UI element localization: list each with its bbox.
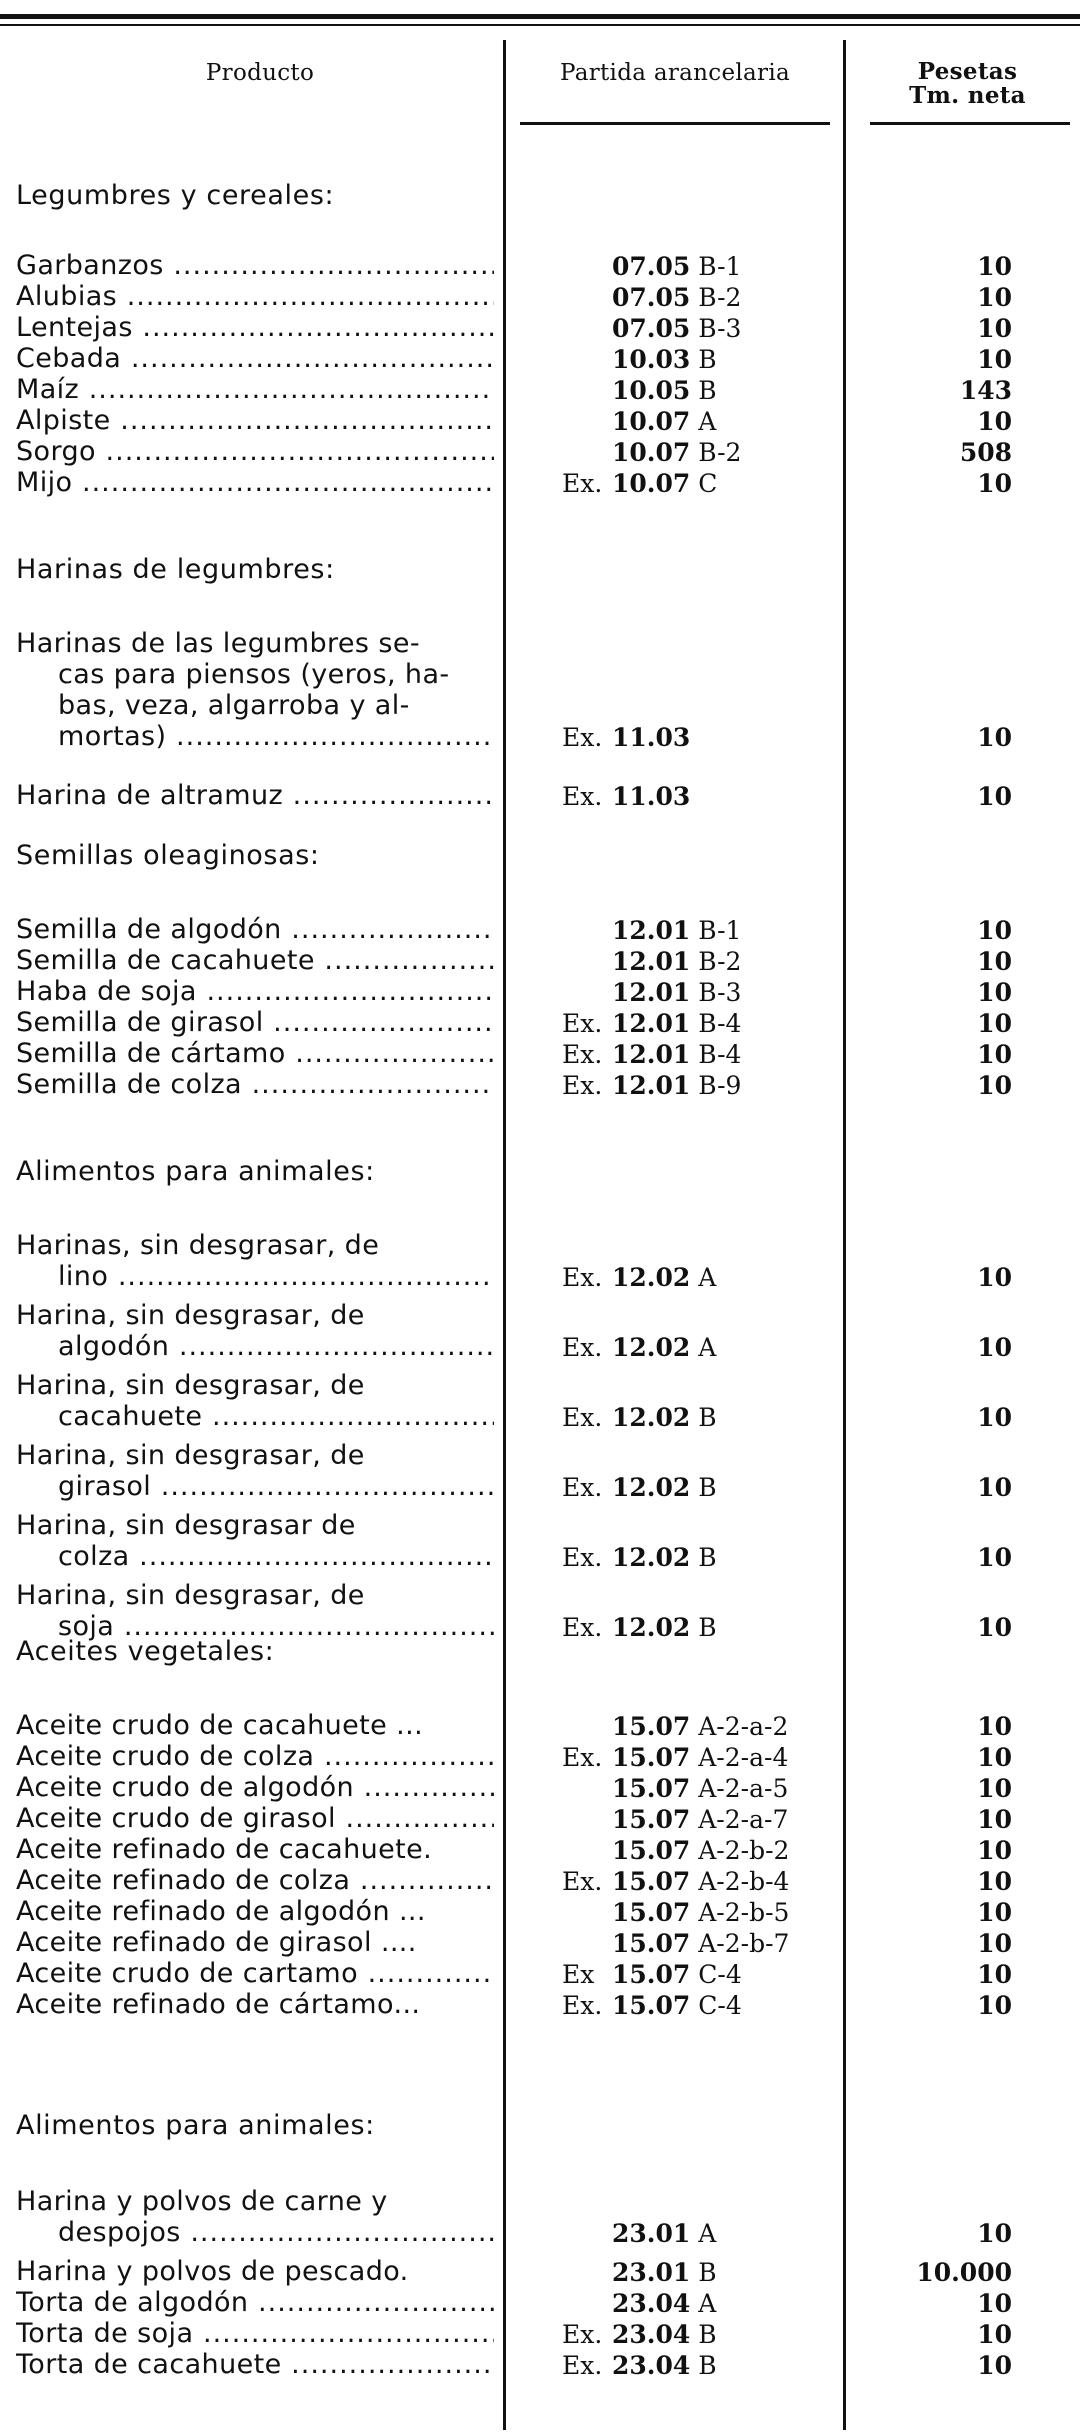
tariff-code bbox=[562, 1403, 827, 1432]
tariff-ex-prefix: Ex. bbox=[562, 1543, 603, 1572]
tariff-code bbox=[562, 1333, 827, 1362]
tariff-subheading: B-9 bbox=[698, 1071, 742, 1100]
tariff-subheading: C-4 bbox=[698, 1991, 742, 2020]
tariff-heading: 12.01 bbox=[612, 1009, 691, 1038]
product-name: Semilla de colza ..... bbox=[16, 1069, 494, 1100]
product-name: Semilla de cártamo ..... bbox=[16, 1038, 494, 1069]
pesetas-value: 10 bbox=[977, 252, 1012, 281]
pesetas-value: 10 bbox=[977, 1543, 1012, 1572]
tariff-code bbox=[612, 1805, 827, 1834]
section-alimentos-animales-2: Alimentos para animales: bbox=[16, 2110, 375, 2141]
product-name: Semilla de algodón ..... bbox=[16, 914, 494, 945]
tariff-subheading: B bbox=[698, 1613, 717, 1642]
header-pesetas: Pesetas bbox=[917, 58, 1018, 85]
tariff-subheading: A-2-b-7 bbox=[698, 1929, 790, 1958]
product-name: Semilla de cacahuete ..... bbox=[16, 945, 494, 976]
tariff-code bbox=[612, 1898, 827, 1927]
tariff-heading: 15.07 bbox=[612, 1805, 691, 1834]
tariff-code bbox=[612, 2258, 827, 2287]
product-name: Alubias ..... bbox=[16, 281, 494, 312]
tariff-heading: 12.01 bbox=[612, 947, 691, 976]
tariff-subheading: A-2-b-5 bbox=[698, 1898, 790, 1927]
tariff-heading: 10.03 bbox=[612, 345, 691, 374]
product-name: Harinas de las legumbres se- bbox=[16, 628, 420, 659]
tariff-subheading: C bbox=[698, 469, 718, 498]
tariff-heading: 23.01 bbox=[612, 2258, 691, 2287]
tariff-subheading: B-2 bbox=[698, 283, 742, 312]
tariff-heading: 23.04 bbox=[612, 2351, 691, 2380]
tariff-subheading: B bbox=[698, 1543, 717, 1572]
product-name: Aceite refinado de algodón ... bbox=[16, 1896, 426, 1927]
product-name: Aceite crudo de girasol ..... bbox=[16, 1803, 494, 1834]
tariff-code bbox=[562, 1009, 827, 1038]
tariff-heading: 15.07 bbox=[612, 1712, 691, 1741]
tariff-code bbox=[612, 1712, 827, 1741]
tariff-code bbox=[562, 1991, 827, 2020]
tariff-heading: 12.01 bbox=[612, 916, 691, 945]
tariff-code bbox=[562, 782, 827, 811]
tariff-ex-prefix: Ex. bbox=[562, 1333, 603, 1362]
product-name: Aceite crudo de cacahuete ... bbox=[16, 1710, 424, 1741]
pesetas-value: 10 bbox=[977, 1009, 1012, 1038]
tariff-subheading: B bbox=[698, 1403, 717, 1432]
tariff-heading: 11.03 bbox=[612, 782, 691, 811]
pesetas-value: 508 bbox=[959, 438, 1012, 467]
pesetas-value: 10 bbox=[977, 1403, 1012, 1432]
tariff-subheading: A-2-b-2 bbox=[698, 1836, 790, 1865]
tariff-subheading: A-2-a-5 bbox=[698, 1774, 789, 1803]
product-name: mortas) ..... bbox=[58, 721, 494, 752]
product-name: Sorgo ..... bbox=[16, 436, 494, 467]
pesetas-value: 143 bbox=[959, 376, 1012, 405]
tariff-heading: 07.05 bbox=[612, 283, 691, 312]
pesetas-value: 10 bbox=[977, 1805, 1012, 1834]
pesetas-value: 10 bbox=[977, 916, 1012, 945]
tariff-heading: 07.05 bbox=[612, 314, 691, 343]
tariff-subheading: A bbox=[698, 2219, 717, 2248]
pesetas-value: 10.000 bbox=[916, 2258, 1012, 2287]
tariff-heading: 12.02 bbox=[612, 1543, 691, 1572]
tariff-code bbox=[612, 438, 827, 467]
tariff-code bbox=[612, 407, 827, 436]
tariff-subheading: B-4 bbox=[698, 1040, 742, 1069]
product-name: Garbanzos ..... bbox=[16, 250, 494, 281]
tariff-code bbox=[612, 1836, 827, 1865]
tariff-code bbox=[562, 2320, 827, 2349]
product-name: girasol ..... bbox=[58, 1471, 494, 1502]
tariff-subheading: B-2 bbox=[698, 438, 742, 467]
pesetas-value: 10 bbox=[977, 2219, 1012, 2248]
product-name: Aceite crudo de cartamo ..... bbox=[16, 1958, 494, 1989]
tariff-subheading: B-4 bbox=[698, 1009, 742, 1038]
tariff-ex-prefix: Ex. bbox=[562, 1613, 603, 1642]
tariff-code bbox=[562, 1543, 827, 1572]
tariff-heading: 11.03 bbox=[612, 723, 691, 752]
pesetas-value: 10 bbox=[977, 1712, 1012, 1741]
product-name: Harina, sin desgrasar, de bbox=[16, 1300, 365, 1331]
product-name: despojos ..... bbox=[58, 2217, 494, 2248]
top-rule-thin bbox=[0, 24, 1080, 26]
tariff-ex-prefix: Ex. bbox=[562, 1071, 603, 1100]
tariff-subheading: C-4 bbox=[698, 1960, 742, 1989]
product-name: soja ..... bbox=[58, 1611, 494, 1642]
header-rule-pesetas bbox=[870, 122, 1070, 125]
tariff-heading: 12.01 bbox=[612, 1071, 691, 1100]
pesetas-value: 10 bbox=[977, 1333, 1012, 1362]
tariff-ex-prefix: Ex. bbox=[562, 1040, 603, 1069]
tariff-heading: 15.07 bbox=[612, 1991, 691, 2020]
tariff-subheading: B-3 bbox=[698, 314, 742, 343]
tariff-heading: 23.04 bbox=[612, 2320, 691, 2349]
tariff-code bbox=[612, 345, 827, 374]
section-semillas-oleaginosas: Semillas oleaginosas: bbox=[16, 840, 320, 871]
pesetas-value: 10 bbox=[977, 2320, 1012, 2349]
product-name: Harina y polvos de carne y bbox=[16, 2186, 388, 2217]
product-name: Harina de altramuz ..... bbox=[16, 780, 494, 811]
tariff-heading: 15.07 bbox=[612, 1898, 691, 1927]
tariff-heading: 12.02 bbox=[612, 1613, 691, 1642]
tariff-code bbox=[612, 252, 827, 281]
tariff-subheading: A-2-a-4 bbox=[698, 1743, 789, 1772]
product-name: Aceite refinado de girasol .... bbox=[16, 1927, 417, 1958]
section-legumbres-cereales: Legumbres y cereales: bbox=[16, 180, 335, 211]
product-name: Alpiste ..... bbox=[16, 405, 494, 436]
pesetas-value: 10 bbox=[977, 782, 1012, 811]
tariff-code bbox=[612, 978, 827, 1007]
product-name: Harina, sin desgrasar, de bbox=[16, 1370, 365, 1401]
tariff-code bbox=[562, 1040, 827, 1069]
tariff-code bbox=[612, 2289, 827, 2318]
tariff-code bbox=[612, 916, 827, 945]
pesetas-value: 10 bbox=[977, 1263, 1012, 1292]
tariff-subheading: B bbox=[698, 2320, 717, 2349]
pesetas-value: 10 bbox=[977, 283, 1012, 312]
pesetas-value: 10 bbox=[977, 2351, 1012, 2380]
tariff-heading: 12.02 bbox=[612, 1263, 691, 1292]
tariff-ex-prefix: Ex. bbox=[562, 2320, 603, 2349]
pesetas-value: 10 bbox=[977, 1960, 1012, 1989]
tariff-heading: 12.02 bbox=[612, 1473, 691, 1502]
column-divider-2 bbox=[843, 40, 846, 2430]
tariff-heading: 15.07 bbox=[612, 1836, 691, 1865]
tariff-ex-prefix: Ex. bbox=[562, 1263, 603, 1292]
product-name: Harina, sin desgrasar de bbox=[16, 1510, 356, 1541]
product-name: Harina y polvos de pescado. bbox=[16, 2256, 409, 2287]
tariff-subheading: B bbox=[698, 2258, 717, 2287]
column-divider-1 bbox=[503, 40, 506, 2430]
pesetas-value: 10 bbox=[977, 1774, 1012, 1803]
tariff-ex-prefix: Ex. bbox=[562, 2351, 603, 2380]
tariff-subheading: B bbox=[698, 345, 717, 374]
tariff-heading: 23.01 bbox=[612, 2219, 691, 2248]
product-name: bas, veza, algarroba y al- bbox=[58, 690, 410, 721]
tariff-code bbox=[612, 283, 827, 312]
product-name: Torta de algodón ..... bbox=[16, 2287, 494, 2318]
tariff-ex-prefix: Ex. bbox=[562, 782, 603, 811]
tariff-code bbox=[612, 2219, 827, 2248]
tariff-heading: 15.07 bbox=[612, 1743, 691, 1772]
tariff-code bbox=[562, 2351, 827, 2380]
pesetas-value: 10 bbox=[977, 1071, 1012, 1100]
tariff-subheading: B-3 bbox=[698, 978, 742, 1007]
product-name: cas para piensos (yeros, ha- bbox=[58, 659, 450, 690]
tariff-heading: 12.01 bbox=[612, 978, 691, 1007]
tariff-code bbox=[562, 1473, 827, 1502]
pesetas-value: 10 bbox=[977, 1473, 1012, 1502]
product-name: Torta de soja ..... bbox=[16, 2318, 494, 2349]
tariff-heading: 12.02 bbox=[612, 1403, 691, 1432]
tariff-code bbox=[562, 723, 827, 752]
tariff-heading: 10.07 bbox=[612, 407, 691, 436]
tariff-code bbox=[562, 1867, 827, 1896]
product-name: Mijo ..... bbox=[16, 467, 494, 498]
product-name: Torta de cacahuete ..... bbox=[16, 2349, 494, 2380]
tariff-ex-prefix: Ex. bbox=[562, 469, 603, 498]
tariff-ex-prefix: Ex. bbox=[562, 1009, 603, 1038]
header-tm-neta: Tm. neta bbox=[909, 82, 1026, 109]
product-name: Aceite crudo de colza ..... bbox=[16, 1741, 494, 1772]
tariff-heading: 15.07 bbox=[612, 1960, 691, 1989]
product-name: lino ..... bbox=[58, 1261, 494, 1292]
tariff-code bbox=[612, 1774, 827, 1803]
section-alimentos-animales: Alimentos para animales: bbox=[16, 1156, 375, 1187]
tariff-code bbox=[562, 469, 827, 498]
tariff-subheading: A-2-a-2 bbox=[698, 1712, 789, 1741]
header-producto: Producto bbox=[205, 60, 315, 86]
tariff-code bbox=[562, 1071, 827, 1100]
tariff-subheading: A bbox=[698, 1263, 717, 1292]
tariff-heading: 15.07 bbox=[612, 1929, 691, 1958]
pesetas-value: 10 bbox=[977, 1867, 1012, 1896]
tariff-heading: 15.07 bbox=[612, 1867, 691, 1896]
pesetas-value: 10 bbox=[977, 1743, 1012, 1772]
tariff-ex-prefix: Ex. bbox=[562, 1867, 603, 1896]
pesetas-value: 10 bbox=[977, 314, 1012, 343]
tariff-code bbox=[612, 376, 827, 405]
pesetas-value: 10 bbox=[977, 947, 1012, 976]
product-name: Lentejas ..... bbox=[16, 312, 494, 343]
tariff-ex-prefix: Ex. bbox=[562, 1403, 603, 1432]
tariff-code bbox=[612, 947, 827, 976]
product-name: Aceite refinado de colza ..... bbox=[16, 1865, 494, 1896]
tariff-subheading: A bbox=[698, 2289, 717, 2318]
product-name: Semilla de girasol ..... bbox=[16, 1007, 494, 1038]
tariff-heading: 10.07 bbox=[612, 469, 691, 498]
tariff-ex-prefix: Ex. bbox=[562, 1991, 603, 2020]
tariff-subheading: A bbox=[698, 407, 717, 436]
product-name: Maíz ..... bbox=[16, 374, 494, 405]
pesetas-value: 10 bbox=[977, 1991, 1012, 2020]
pesetas-value: 10 bbox=[977, 978, 1012, 1007]
pesetas-value: 10 bbox=[977, 1929, 1012, 1958]
tariff-subheading: A bbox=[698, 1333, 717, 1362]
section-harinas-legumbres: Harinas de legumbres: bbox=[16, 554, 335, 585]
product-name: colza ..... bbox=[58, 1541, 494, 1572]
tariff-heading: 07.05 bbox=[612, 252, 691, 281]
pesetas-value: 10 bbox=[977, 1040, 1012, 1069]
product-name: Harina, sin desgrasar, de bbox=[16, 1580, 365, 1611]
pesetas-value: 10 bbox=[977, 407, 1012, 436]
tariff-heading: 15.07 bbox=[612, 1774, 691, 1803]
product-name: Cebada ..... bbox=[16, 343, 494, 374]
tariff-code bbox=[562, 1263, 827, 1292]
product-name: Harinas, sin desgrasar, de bbox=[16, 1230, 380, 1261]
tariff-ex-prefix: Ex bbox=[562, 1960, 595, 1989]
tariff-code bbox=[562, 1613, 827, 1642]
product-name: Harina, sin desgrasar, de bbox=[16, 1440, 365, 1471]
pesetas-value: 10 bbox=[977, 1836, 1012, 1865]
tariff-heading: 23.04 bbox=[612, 2289, 691, 2318]
pesetas-value: 10 bbox=[977, 1613, 1012, 1642]
tariff-subheading: B-2 bbox=[698, 947, 742, 976]
pesetas-value: 10 bbox=[977, 723, 1012, 752]
tariff-ex-prefix: Ex. bbox=[562, 1743, 603, 1772]
product-name: Aceite refinado de cacahuete. bbox=[16, 1834, 433, 1865]
pesetas-value: 10 bbox=[977, 469, 1012, 498]
product-name: algodón ..... bbox=[58, 1331, 494, 1362]
tariff-subheading: A-2-b-4 bbox=[698, 1867, 790, 1896]
tariff-subheading: B bbox=[698, 2351, 717, 2380]
header-partida: Partida arancelaria bbox=[559, 60, 791, 86]
tariff-code bbox=[612, 314, 827, 343]
header-rule-partida bbox=[520, 122, 830, 125]
tariff-heading: 12.02 bbox=[612, 1333, 691, 1362]
tariff-heading: 10.05 bbox=[612, 376, 691, 405]
product-name: Haba de soja ..... bbox=[16, 976, 494, 1007]
tariff-subheading: A-2-a-7 bbox=[698, 1805, 789, 1834]
tariff-subheading: B bbox=[698, 1473, 717, 1502]
tariff-code bbox=[562, 1960, 827, 1989]
pesetas-value: 10 bbox=[977, 1898, 1012, 1927]
product-name: cacahuete ..... bbox=[58, 1401, 494, 1432]
tariff-subheading: B bbox=[698, 376, 717, 405]
section-aceites-vegetales: Aceites vegetales: bbox=[16, 1636, 275, 1667]
pesetas-value: 10 bbox=[977, 2289, 1012, 2318]
product-name: Aceite crudo de algodón ..... bbox=[16, 1772, 494, 1803]
top-rule-thick bbox=[0, 14, 1080, 19]
tariff-heading: 10.07 bbox=[612, 438, 691, 467]
pesetas-value: 10 bbox=[977, 345, 1012, 374]
tariff-ex-prefix: Ex. bbox=[562, 1473, 603, 1502]
tariff-subheading: B-1 bbox=[698, 916, 742, 945]
tariff-subheading: B-1 bbox=[698, 252, 742, 281]
tariff-ex-prefix: Ex. bbox=[562, 723, 603, 752]
product-name: Aceite refinado de cártamo... bbox=[16, 1989, 421, 2020]
tariff-heading: 12.01 bbox=[612, 1040, 691, 1069]
tariff-code bbox=[562, 1743, 827, 1772]
tariff-code bbox=[612, 1929, 827, 1958]
